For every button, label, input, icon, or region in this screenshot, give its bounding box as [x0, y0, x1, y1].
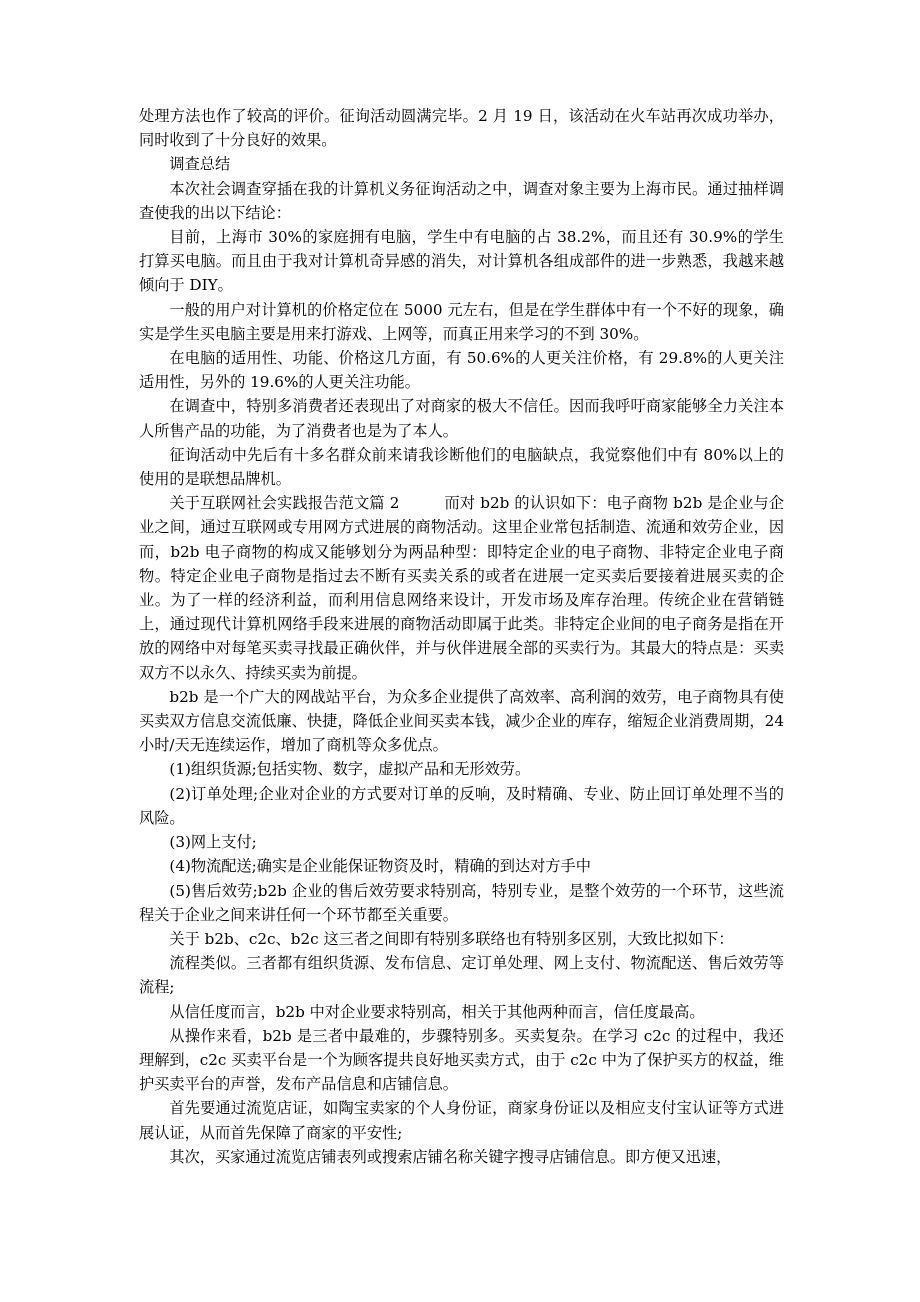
paragraph-survey-intro: 本次社会调查穿插在我的计算机义务征询活动之中，调查对象主要为上海市民。通过抽样调查使我的出以下结论：: [139, 179, 784, 222]
survey-heading: 调查总结: [169, 155, 231, 174]
paragraph-compare-1: 流程类似。三者都有组织货源、发布信息、定订单处理、网上支付、物流配送、售后效劳等流程;: [139, 954, 784, 997]
paragraph-compare-2: 从信任度而言，b2b 中对企业要求特别高，相关于其他两种而言，信任度最高。: [169, 1002, 705, 1021]
list-item-5: (5)售后效劳;b2b 企业的售后效劳要求特别高，特别专业，是整个效劳的一个环节，这些流程关于企业之间来讲任何一个环节都至关重要。: [139, 881, 784, 924]
paragraph-conclusion-3: 在电脑的适用性、功能、价格这几方面，有 50.6%的人更关注价格，有 29.8%的人更关注适用性，另外的 19.6%的人更关注功能。: [139, 349, 784, 392]
paragraph-compare-3: 从操作来看，b2b 是三者中最难的，步骤特别多。买卖复杂。在学习 c2c 的过程中，我还理解到，c2c 买卖平台是一个为顾客提共良好地买卖方式，由于 c2c 中为了保护买方的权益，维护买卖平台的声誉，发布产品信息和店铺信息。: [139, 1026, 784, 1094]
list-item-3: (3)网上支付;: [169, 833, 257, 852]
document-body: [139, 104, 784, 1169]
list-item-4: (4)物流配送;确实是企业能保证物资及时，精确的到达对方手中: [169, 857, 591, 876]
section-2-first-paragraph: [139, 491, 784, 685]
paragraph-conclusion-5: 征询活动中先后有十多名群众前来请我诊断他们的电脑缺点，我觉察他们中有 80%以上的使用的是联想品牌机。: [139, 445, 784, 489]
paragraph-b2b-platform: b2b 是一个广大的网战站平台，为众多企业提供了高效率、高利润的效劳，电子商物具有使买卖双方信息交流低廉、快捷，降低企业间买卖本钱，减少企业的库存，缩短企业消费周期，24 小时/天无连续运作，增加了商机等众多优点。: [139, 687, 784, 755]
paragraph-conclusion-4: 在调查中，特别多消费者还表现出了对商家的极大不信任。因而我呼吁商家能够全力关注本人所售产品的功能，为了消费者也是为了本人。: [139, 397, 784, 440]
section-2-title: 关于互联网社会实践报告范文篇 2: [169, 494, 400, 513]
paragraph-conclusion-2: 一般的用户对计算机的价格定位在 5000 元左右，但是在学生群体中有一个不好的现象，确实是学生买电脑主要是用来打游戏、上网等，而真正用来学习的不到 30%。: [139, 300, 784, 343]
list-item-1: (1)组织货源;包括实物、数字，虚拟产品和无形效劳。: [169, 760, 531, 779]
paragraph-step-1: 首先要通过流览店证，如陶宝卖家的个人身份证，商家身份证以及相应支付宝认证等方式进展认证，从而首先保障了商家的平安性;: [139, 1099, 784, 1142]
list-item-2: (2)订单处理;企业对企业的方式要对订单的反响，及时精确、专业、防止回订单处理不当的风险。: [139, 784, 784, 827]
paragraph-compare-intro: 关于 b2b、c2c、b2c 这三者之间即有特别多联络也有特别多区别，大致比拟如下：: [169, 929, 734, 948]
paragraph-step-2: 其次，买家通过流览店铺表列或搜索店铺名称关键字搜寻店铺信息。即方便又迅速，: [169, 1147, 732, 1166]
paragraph-conclusion-1: 目前，上海市 30%的家庭拥有电脑，学生中有电脑的占 38.2%，而且还有 30.9%的学生打算买电脑。而且由于我对计算机奇异感的消失，对计算机各组成部件的进一步熟悉，我越来越倾向于 DIY。: [139, 228, 784, 295]
paragraph-intro-end: 处理方法也作了较高的评价。征询活动圆满完毕。2 月 19 日，该活动在火车站再次成功举办，同时收到了十分良好的效果。: [139, 107, 784, 150]
section-2-body: 而对 b2b 的认识如下：电子商物 b2b 是企业与企业之间，通过互联网或专用网方式进展的商物活动。这里企业常包括制造、流通和效劳企业，因而，b2b 电子商物的构成又能够划分为两品种型：即特定企业的电子商物、非特定企业电子商物。特定企业电子商物是指过去不断有买卖关系的或者在进展一定买卖后要接着进展买卖的企业。为了一样的经济利益，而利用信息网络来设计，开发市场及库存治理。传统企业在营销链上，通过现代计算机网络手段来进展的商物活动即属于此类。非特定企业间的电子商务是指在开放的网络中对每笔买卖寻找最正确伙伴，并与伙伴进展全部的买卖行为。其最大的特点是：买卖双方不以永久、持续买卖为前提。: [139, 494, 785, 682]
